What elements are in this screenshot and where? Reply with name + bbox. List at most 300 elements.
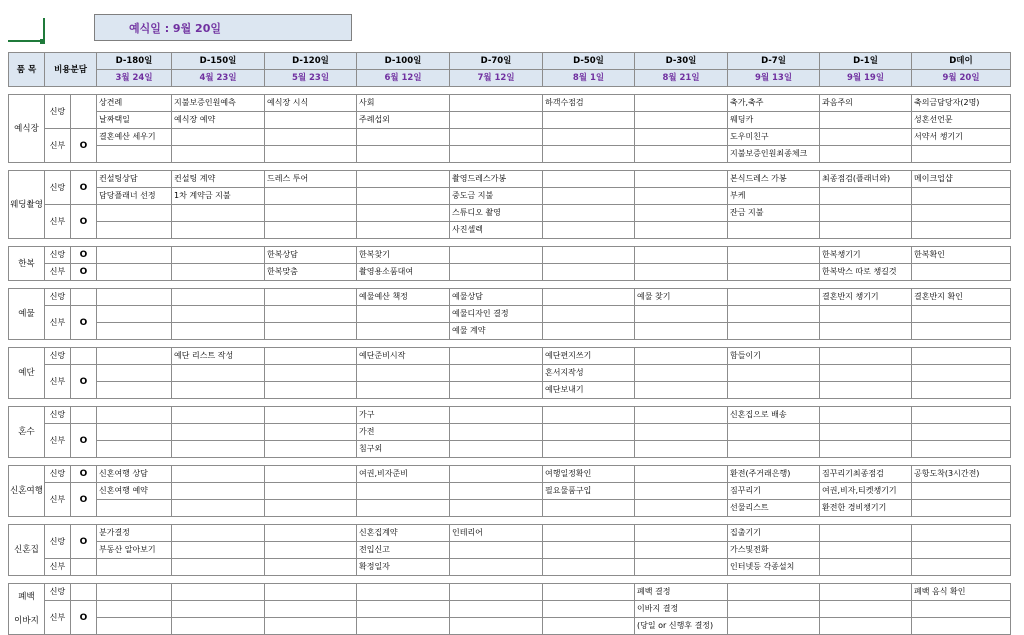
task-cell[interactable]: [357, 222, 450, 239]
task-cell[interactable]: 가전: [357, 424, 450, 441]
task-cell[interactable]: 지불보증인원예측: [172, 95, 265, 112]
task-cell[interactable]: [357, 306, 450, 323]
task-cell[interactable]: [450, 129, 543, 146]
cost-mark-cell[interactable]: O: [71, 247, 97, 264]
category-cell[interactable]: [9, 525, 45, 576]
task-cell[interactable]: 축의금담당자(2명): [912, 95, 1011, 112]
party-cell[interactable]: 신부: [45, 205, 71, 239]
task-cell[interactable]: [172, 500, 265, 517]
date-header[interactable]: 9월 13일: [728, 70, 820, 87]
task-cell[interactable]: [543, 146, 635, 163]
task-cell[interactable]: [172, 424, 265, 441]
task-cell[interactable]: [912, 306, 1011, 323]
task-cell[interactable]: 컨설팅 계약: [172, 171, 265, 188]
cost-mark-cell[interactable]: O: [71, 264, 97, 281]
task-cell[interactable]: [97, 247, 172, 264]
task-cell[interactable]: [728, 584, 820, 601]
task-cell[interactable]: [635, 205, 728, 222]
task-cell[interactable]: 짐꾸리기최종점검: [820, 466, 912, 483]
task-cell[interactable]: 예물상담: [450, 289, 543, 306]
task-cell[interactable]: 부케: [728, 188, 820, 205]
task-cell[interactable]: [912, 264, 1011, 281]
task-cell[interactable]: 컨설팅상담: [97, 171, 172, 188]
task-cell[interactable]: [97, 348, 172, 365]
task-cell[interactable]: [357, 584, 450, 601]
task-cell[interactable]: [450, 466, 543, 483]
task-cell[interactable]: [97, 146, 172, 163]
task-cell[interactable]: 과음주의: [820, 95, 912, 112]
task-cell[interactable]: 서약서 챙기기: [912, 129, 1011, 146]
task-cell[interactable]: [357, 601, 450, 618]
task-cell[interactable]: 최종점검(플래너와): [820, 171, 912, 188]
task-cell[interactable]: [635, 112, 728, 129]
task-cell[interactable]: 예물 찾기: [635, 289, 728, 306]
task-cell[interactable]: [635, 382, 728, 399]
task-cell[interactable]: [450, 264, 543, 281]
party-cell[interactable]: 신랑: [45, 247, 71, 264]
party-cell[interactable]: 신랑: [45, 584, 71, 601]
party-cell[interactable]: 신부: [45, 601, 71, 635]
category-cell[interactable]: [9, 584, 45, 635]
category-cell[interactable]: [9, 466, 45, 517]
task-cell[interactable]: 한복상담: [265, 247, 357, 264]
task-cell[interactable]: 인테리어: [450, 525, 543, 542]
task-cell[interactable]: [450, 146, 543, 163]
task-cell[interactable]: [265, 222, 357, 239]
task-cell[interactable]: [172, 247, 265, 264]
task-cell[interactable]: [172, 542, 265, 559]
task-cell[interactable]: 한복찾기: [357, 247, 450, 264]
task-cell[interactable]: [97, 601, 172, 618]
task-cell[interactable]: [912, 323, 1011, 340]
task-cell[interactable]: [450, 542, 543, 559]
task-cell[interactable]: [450, 112, 543, 129]
task-cell[interactable]: 환전(주거래은행): [728, 466, 820, 483]
task-cell[interactable]: [543, 407, 635, 424]
task-cell[interactable]: [265, 205, 357, 222]
d-day-header[interactable]: D-70일: [450, 53, 543, 70]
task-cell[interactable]: [172, 306, 265, 323]
task-cell[interactable]: [635, 247, 728, 264]
task-cell[interactable]: 부동산 알아보기: [97, 542, 172, 559]
task-cell[interactable]: 선물리스트: [728, 500, 820, 517]
task-cell[interactable]: [97, 559, 172, 576]
task-cell[interactable]: 지불보증인원최종체크: [728, 146, 820, 163]
party-cell[interactable]: 신랑: [45, 171, 71, 205]
task-cell[interactable]: [912, 559, 1011, 576]
task-cell[interactable]: [450, 559, 543, 576]
task-cell[interactable]: [265, 129, 357, 146]
task-cell[interactable]: [635, 188, 728, 205]
task-cell[interactable]: 여행일정확인: [543, 466, 635, 483]
date-header[interactable]: 8월 21일: [635, 70, 728, 87]
task-cell[interactable]: (당일 or 신행후 결정): [635, 618, 728, 635]
task-cell[interactable]: [728, 306, 820, 323]
task-cell[interactable]: [912, 424, 1011, 441]
task-cell[interactable]: [635, 146, 728, 163]
party-cell[interactable]: 신랑: [45, 289, 71, 306]
task-cell[interactable]: [820, 146, 912, 163]
task-cell[interactable]: [728, 618, 820, 635]
party-cell[interactable]: 신랑: [45, 466, 71, 483]
task-cell[interactable]: 신혼여행 예약: [97, 483, 172, 500]
task-cell[interactable]: [543, 424, 635, 441]
task-cell[interactable]: [728, 222, 820, 239]
task-cell[interactable]: [635, 222, 728, 239]
task-cell[interactable]: 촬영드레스가봉: [450, 171, 543, 188]
task-cell[interactable]: [357, 618, 450, 635]
cost-mark-cell[interactable]: O: [71, 601, 97, 635]
category-cell[interactable]: [9, 348, 45, 399]
task-cell[interactable]: [172, 559, 265, 576]
task-cell[interactable]: [820, 559, 912, 576]
task-cell[interactable]: [820, 365, 912, 382]
task-cell[interactable]: [357, 483, 450, 500]
task-cell[interactable]: 신혼여행 상담: [97, 466, 172, 483]
task-cell[interactable]: 담당플래너 선정: [97, 188, 172, 205]
task-cell[interactable]: [912, 222, 1011, 239]
task-cell[interactable]: [543, 247, 635, 264]
cost-mark-cell[interactable]: O: [71, 129, 97, 163]
task-cell[interactable]: [265, 382, 357, 399]
task-cell[interactable]: 침구외: [357, 441, 450, 458]
task-cell[interactable]: [543, 542, 635, 559]
task-cell[interactable]: [265, 348, 357, 365]
task-cell[interactable]: [543, 601, 635, 618]
task-cell[interactable]: 신혼집계약: [357, 525, 450, 542]
task-cell[interactable]: 예단보내기: [543, 382, 635, 399]
task-cell[interactable]: 성혼선언문: [912, 112, 1011, 129]
task-cell[interactable]: 짐꾸리기: [728, 483, 820, 500]
d-day-header[interactable]: D-7일: [728, 53, 820, 70]
task-cell[interactable]: [543, 129, 635, 146]
task-cell[interactable]: [820, 348, 912, 365]
task-cell[interactable]: [543, 584, 635, 601]
task-cell[interactable]: 예물예산 책정: [357, 289, 450, 306]
task-cell[interactable]: [172, 483, 265, 500]
task-cell[interactable]: [172, 129, 265, 146]
task-cell[interactable]: [97, 365, 172, 382]
task-cell[interactable]: [912, 601, 1011, 618]
d-day-header[interactable]: D-1일: [820, 53, 912, 70]
task-cell[interactable]: [728, 601, 820, 618]
task-cell[interactable]: [97, 323, 172, 340]
task-cell[interactable]: 하객수점검: [543, 95, 635, 112]
task-cell[interactable]: 전입신고: [357, 542, 450, 559]
cost-mark-cell[interactable]: [71, 584, 97, 601]
task-cell[interactable]: 축가,축주: [728, 95, 820, 112]
task-cell[interactable]: [912, 483, 1011, 500]
task-cell[interactable]: [820, 407, 912, 424]
task-cell[interactable]: [635, 348, 728, 365]
task-cell[interactable]: 예물디자인 결정: [450, 306, 543, 323]
task-cell[interactable]: 잔금 지불: [728, 205, 820, 222]
task-cell[interactable]: [357, 365, 450, 382]
d-day-header[interactable]: D-50일: [543, 53, 635, 70]
task-cell[interactable]: 폐백 음식 확인: [912, 584, 1011, 601]
task-cell[interactable]: [172, 289, 265, 306]
task-cell[interactable]: [97, 500, 172, 517]
cost-mark-cell[interactable]: O: [71, 483, 97, 517]
task-cell[interactable]: [172, 382, 265, 399]
task-cell[interactable]: [265, 441, 357, 458]
task-cell[interactable]: [450, 584, 543, 601]
task-cell[interactable]: [172, 146, 265, 163]
task-cell[interactable]: 여권,비자,티켓챙기기: [820, 483, 912, 500]
task-cell[interactable]: [543, 500, 635, 517]
party-cell[interactable]: 신부: [45, 424, 71, 458]
task-cell[interactable]: 인터넷등 각종설치: [728, 559, 820, 576]
task-cell[interactable]: 집출기기: [728, 525, 820, 542]
task-cell[interactable]: [97, 618, 172, 635]
task-cell[interactable]: [820, 222, 912, 239]
task-cell[interactable]: 본식드레스 가봉: [728, 171, 820, 188]
task-cell[interactable]: [450, 424, 543, 441]
task-cell[interactable]: [543, 289, 635, 306]
task-cell[interactable]: [635, 466, 728, 483]
task-cell[interactable]: [265, 618, 357, 635]
task-cell[interactable]: 1차 계약금 지불: [172, 188, 265, 205]
task-cell[interactable]: 중도금 지불: [450, 188, 543, 205]
task-cell[interactable]: [172, 323, 265, 340]
task-cell[interactable]: [357, 129, 450, 146]
task-cell[interactable]: 폐백 결정: [635, 584, 728, 601]
party-cell[interactable]: 신랑: [45, 348, 71, 365]
task-cell[interactable]: [728, 365, 820, 382]
task-cell[interactable]: [912, 500, 1011, 517]
task-cell[interactable]: [172, 525, 265, 542]
task-cell[interactable]: [912, 348, 1011, 365]
date-header[interactable]: 8월 1일: [543, 70, 635, 87]
task-cell[interactable]: [357, 146, 450, 163]
task-cell[interactable]: [97, 264, 172, 281]
task-cell[interactable]: [357, 500, 450, 517]
task-cell[interactable]: [265, 601, 357, 618]
task-cell[interactable]: 분가결정: [97, 525, 172, 542]
task-cell[interactable]: [635, 306, 728, 323]
cost-mark-cell[interactable]: O: [71, 205, 97, 239]
task-cell[interactable]: [450, 247, 543, 264]
task-cell[interactable]: 주례섭외: [357, 112, 450, 129]
task-cell[interactable]: 예단준비시작: [357, 348, 450, 365]
task-cell[interactable]: [357, 205, 450, 222]
task-cell[interactable]: [635, 483, 728, 500]
task-cell[interactable]: [97, 441, 172, 458]
task-cell[interactable]: [265, 542, 357, 559]
party-cell[interactable]: 신부: [45, 129, 71, 163]
task-cell[interactable]: [635, 171, 728, 188]
task-cell[interactable]: [172, 222, 265, 239]
task-cell[interactable]: [97, 222, 172, 239]
task-cell[interactable]: [635, 441, 728, 458]
task-cell[interactable]: [265, 424, 357, 441]
party-cell[interactable]: 신부: [45, 365, 71, 399]
task-cell[interactable]: [172, 618, 265, 635]
task-cell[interactable]: 사회: [357, 95, 450, 112]
task-cell[interactable]: [265, 146, 357, 163]
task-cell[interactable]: 공항도착(3시간전): [912, 466, 1011, 483]
category-cell[interactable]: [9, 289, 45, 340]
task-cell[interactable]: [635, 542, 728, 559]
task-cell[interactable]: 신혼집으로 배송: [728, 407, 820, 424]
task-cell[interactable]: [912, 542, 1011, 559]
cost-mark-cell[interactable]: [71, 559, 97, 576]
category-header[interactable]: 품 목: [9, 53, 45, 87]
task-cell[interactable]: [265, 559, 357, 576]
task-cell[interactable]: [820, 525, 912, 542]
task-cell[interactable]: [172, 466, 265, 483]
task-cell[interactable]: [172, 205, 265, 222]
task-cell[interactable]: [357, 171, 450, 188]
d-day-header[interactable]: D-180일: [97, 53, 172, 70]
task-cell[interactable]: 한복박스 따로 챙길것: [820, 264, 912, 281]
task-cell[interactable]: [912, 365, 1011, 382]
task-cell[interactable]: [912, 525, 1011, 542]
task-cell[interactable]: [820, 424, 912, 441]
task-cell[interactable]: [635, 129, 728, 146]
task-cell[interactable]: [728, 441, 820, 458]
task-cell[interactable]: [820, 542, 912, 559]
task-cell[interactable]: [635, 407, 728, 424]
task-cell[interactable]: [543, 205, 635, 222]
task-cell[interactable]: [265, 188, 357, 205]
task-cell[interactable]: [172, 264, 265, 281]
date-header[interactable]: 6월 12일: [357, 70, 450, 87]
task-cell[interactable]: [265, 289, 357, 306]
task-cell[interactable]: [450, 95, 543, 112]
task-cell[interactable]: [97, 407, 172, 424]
date-header[interactable]: 7월 12일: [450, 70, 543, 87]
task-cell[interactable]: [450, 601, 543, 618]
party-cell[interactable]: 신부: [45, 483, 71, 517]
task-cell[interactable]: [450, 441, 543, 458]
cost-mark-cell[interactable]: O: [71, 365, 97, 399]
date-header[interactable]: 3월 24일: [97, 70, 172, 87]
date-header[interactable]: 9월 19일: [820, 70, 912, 87]
date-header[interactable]: 5월 23일: [265, 70, 357, 87]
task-cell[interactable]: 도우미친구: [728, 129, 820, 146]
task-cell[interactable]: 예단 리스트 작성: [172, 348, 265, 365]
cost-mark-cell[interactable]: O: [71, 525, 97, 559]
d-day-header[interactable]: D데이: [912, 53, 1011, 70]
task-cell[interactable]: [728, 247, 820, 264]
d-day-header[interactable]: D-120일: [265, 53, 357, 70]
task-cell[interactable]: [820, 601, 912, 618]
task-cell[interactable]: 예물 계약: [450, 323, 543, 340]
task-cell[interactable]: [97, 306, 172, 323]
task-cell[interactable]: [265, 112, 357, 129]
task-cell[interactable]: 가스및전화: [728, 542, 820, 559]
task-cell[interactable]: 혼서지작성: [543, 365, 635, 382]
task-cell[interactable]: [97, 289, 172, 306]
task-cell[interactable]: [543, 112, 635, 129]
task-cell[interactable]: 이바지 결정: [635, 601, 728, 618]
task-cell[interactable]: [97, 584, 172, 601]
cost-mark-cell[interactable]: O: [71, 306, 97, 340]
task-cell[interactable]: [265, 584, 357, 601]
task-cell[interactable]: [543, 264, 635, 281]
date-header[interactable]: 4월 23일: [172, 70, 265, 87]
category-cell[interactable]: [9, 407, 45, 458]
task-cell[interactable]: [635, 500, 728, 517]
task-cell[interactable]: 메이크업샵: [912, 171, 1011, 188]
task-cell[interactable]: [912, 407, 1011, 424]
task-cell[interactable]: [635, 264, 728, 281]
task-cell[interactable]: [635, 559, 728, 576]
task-cell[interactable]: [265, 500, 357, 517]
cost-mark-cell[interactable]: [71, 95, 97, 129]
task-cell[interactable]: [912, 146, 1011, 163]
task-cell[interactable]: 필요물품구입: [543, 483, 635, 500]
task-cell[interactable]: [172, 407, 265, 424]
cost-mark-cell[interactable]: O: [71, 466, 97, 483]
task-cell[interactable]: [543, 188, 635, 205]
cost-share-header[interactable]: 비용분담: [45, 53, 97, 87]
task-cell[interactable]: [265, 407, 357, 424]
task-cell[interactable]: [543, 222, 635, 239]
task-cell[interactable]: 결혼반지 확인: [912, 289, 1011, 306]
task-cell[interactable]: [543, 441, 635, 458]
task-cell[interactable]: [265, 365, 357, 382]
task-cell[interactable]: [820, 205, 912, 222]
task-cell[interactable]: [543, 323, 635, 340]
party-cell[interactable]: 신부: [45, 559, 71, 576]
task-cell[interactable]: 여권,비자준비: [357, 466, 450, 483]
task-cell[interactable]: [912, 618, 1011, 635]
task-cell[interactable]: [635, 525, 728, 542]
task-cell[interactable]: 한복챙기기: [820, 247, 912, 264]
task-cell[interactable]: 확정일자: [357, 559, 450, 576]
task-cell[interactable]: [172, 584, 265, 601]
task-cell[interactable]: [912, 382, 1011, 399]
task-cell[interactable]: [357, 188, 450, 205]
task-cell[interactable]: [265, 323, 357, 340]
task-cell[interactable]: 결혼반지 챙기기: [820, 289, 912, 306]
d-day-header[interactable]: D-150일: [172, 53, 265, 70]
task-cell[interactable]: [912, 188, 1011, 205]
task-cell[interactable]: [820, 188, 912, 205]
party-cell[interactable]: 신랑: [45, 525, 71, 559]
task-cell[interactable]: [450, 382, 543, 399]
task-cell[interactable]: 한복맞춤: [265, 264, 357, 281]
category-cell[interactable]: [9, 247, 45, 281]
task-cell[interactable]: [820, 112, 912, 129]
task-cell[interactable]: [450, 365, 543, 382]
task-cell[interactable]: 날짜택일: [97, 112, 172, 129]
task-cell[interactable]: [265, 466, 357, 483]
task-cell[interactable]: 사진셀렉: [450, 222, 543, 239]
task-cell[interactable]: 가구: [357, 407, 450, 424]
task-cell[interactable]: 환전한 경비챙기기: [820, 500, 912, 517]
task-cell[interactable]: [728, 289, 820, 306]
task-cell[interactable]: [450, 483, 543, 500]
category-cell[interactable]: [9, 171, 45, 239]
task-cell[interactable]: [265, 306, 357, 323]
task-cell[interactable]: 한복확인: [912, 247, 1011, 264]
task-cell[interactable]: 예단편지쓰기: [543, 348, 635, 365]
task-cell[interactable]: [635, 365, 728, 382]
task-cell[interactable]: [728, 382, 820, 399]
task-cell[interactable]: [728, 264, 820, 281]
task-cell[interactable]: 예식장 예약: [172, 112, 265, 129]
d-day-header[interactable]: D-30일: [635, 53, 728, 70]
task-cell[interactable]: [820, 323, 912, 340]
task-cell[interactable]: [728, 323, 820, 340]
task-cell[interactable]: [357, 323, 450, 340]
task-cell[interactable]: [820, 618, 912, 635]
task-cell[interactable]: [450, 348, 543, 365]
task-cell[interactable]: 예식장 시식: [265, 95, 357, 112]
